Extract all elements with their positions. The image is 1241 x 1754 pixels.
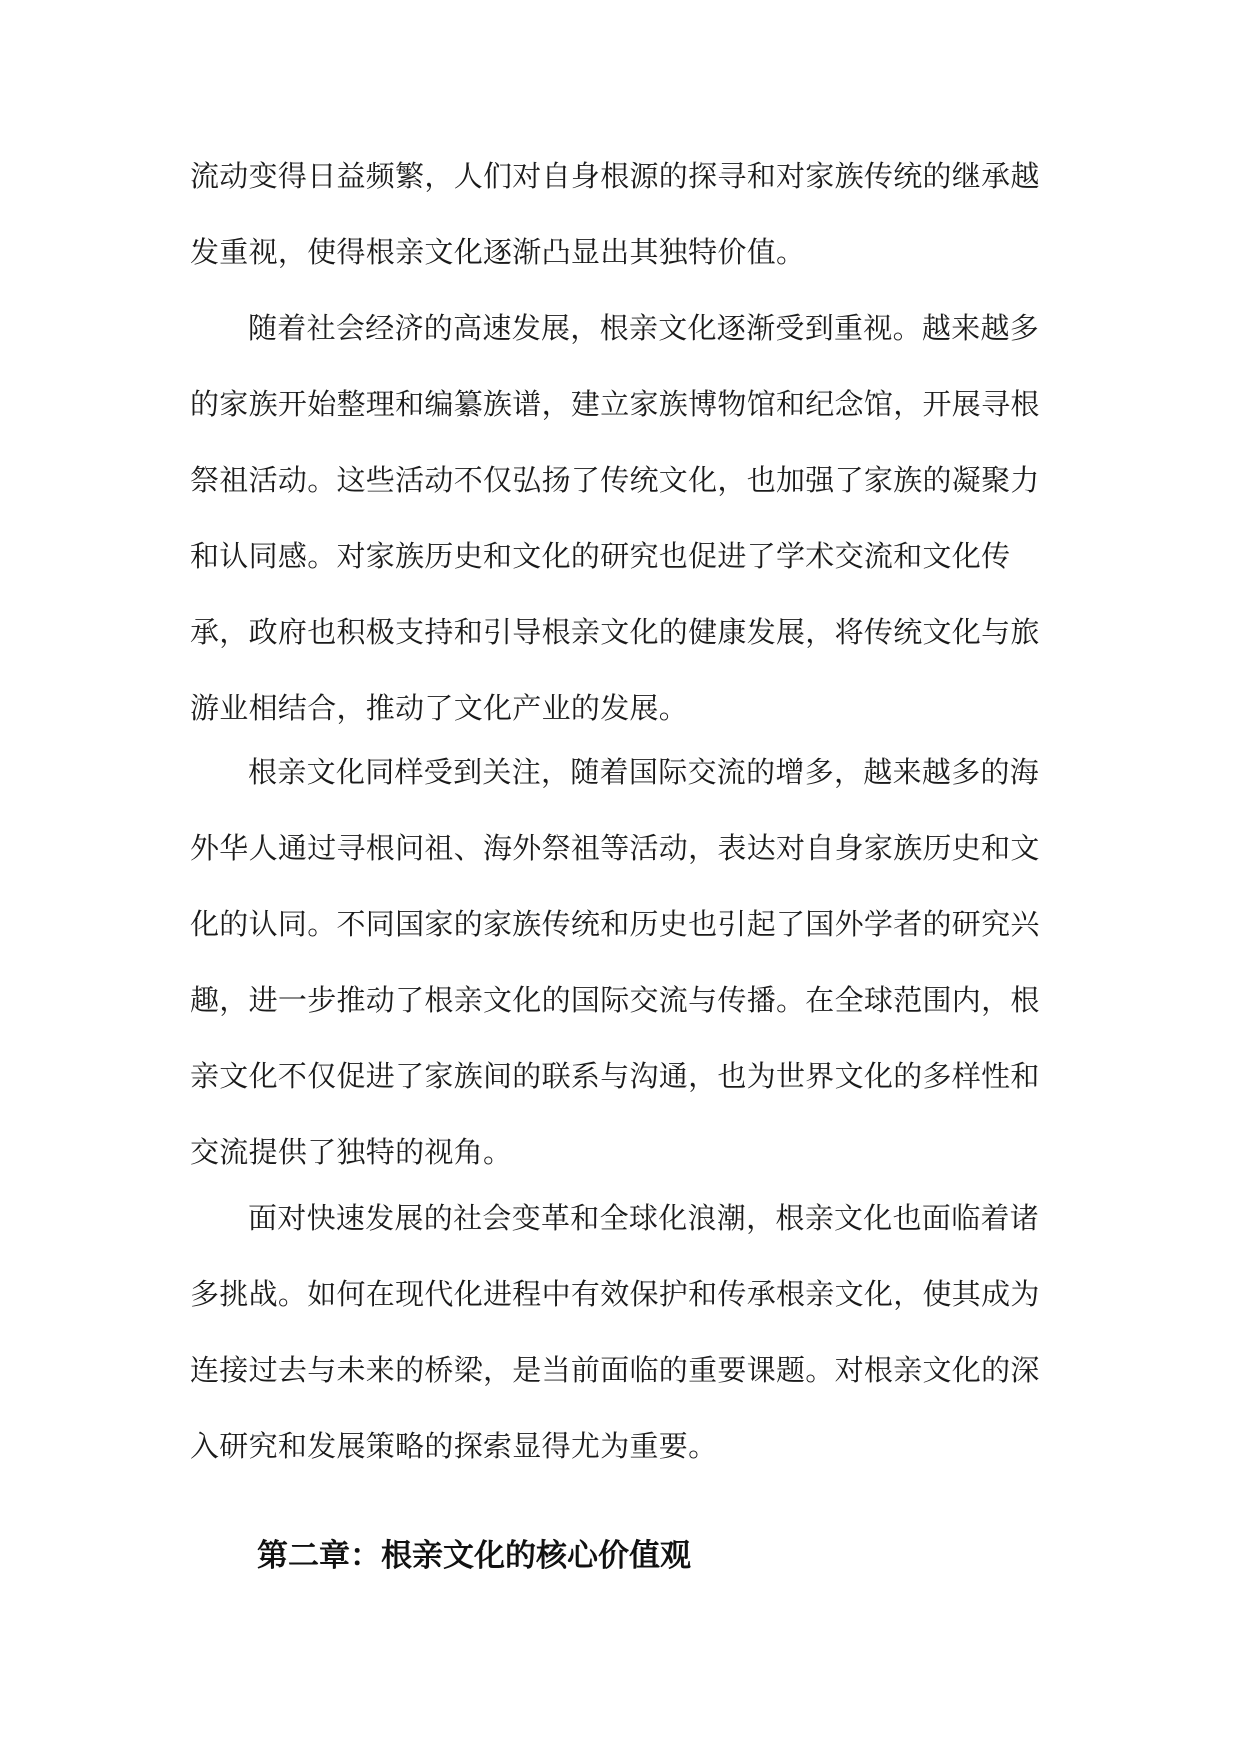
paragraph-continued: 流动变得日益频繁，人们对自身根源的探寻和对家族传统的继承越发重视，使得根亲文化逐渐凸显出其独特价值。 — [190, 159, 1040, 269]
paragraph-challenges: 面对快速发展的社会变革和全球化浪潮，根亲文化也面临着诸多挑战。如何在现代化进程中有效保护和传承根亲文化，使其成为连接过去与未来的桥梁，是当前面临的重要课题。对根亲文化的深入研究和发展策略的探索显得尤为重要。 — [190, 1201, 1040, 1463]
paragraph-international-attention: 根亲文化同样受到关注，随着国际交流的增多，越来越多的海外华人通过寻根问祖、海外祭祖等活动，表达对自身家族历史和文化的认同。不同国家的家族传统和历史也引起了国外学者的研究兴趣，进一步推动了根亲文化的国际交流与传播。在全球范围内，根亲文化不仅促进了家族间的联系与沟通，也为世界文化的多样性和交流提供了独特的视角。 — [190, 755, 1040, 1169]
paragraph-economic-development: 随着社会经济的高速发展，根亲文化逐渐受到重视。越来越多的家族开始整理和编纂族谱，建立家族博物馆和纪念馆，开展寻根祭祖活动。这些活动不仅弘扬了传统文化，也加强了家族的凝聚力和认同感。对家族历史和文化的研究也促进了学术交流和文化传承，政府也积极支持和引导根亲文化的健康发展，将传统文化与旅游业相结合，推动了文化产业的发展。 — [190, 311, 1040, 725]
chapter-heading: 第二章：根亲文化的核心价值观 — [257, 1538, 691, 1574]
